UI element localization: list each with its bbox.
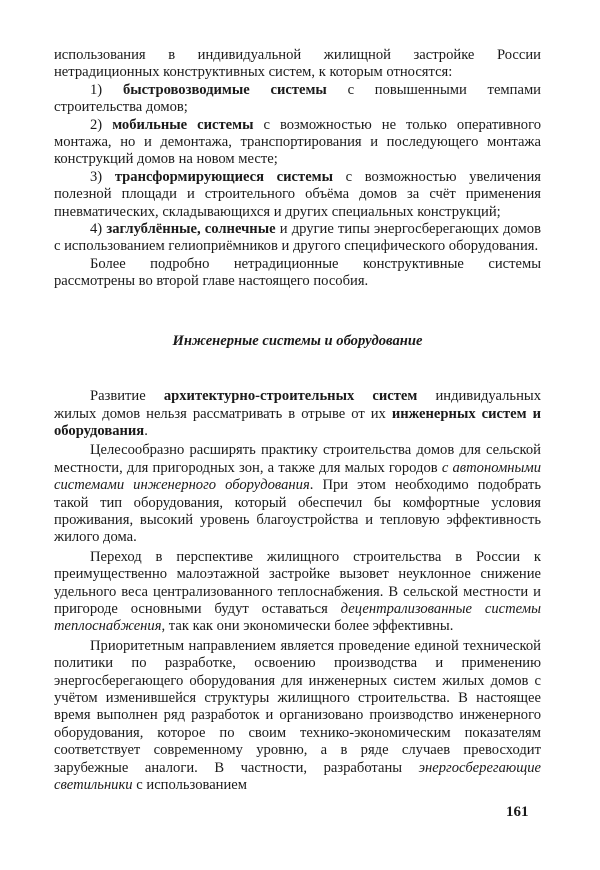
list-term: заглублённые, солнечные bbox=[106, 221, 276, 238]
list-term: мобильные системы bbox=[112, 116, 254, 133]
list-term: трансформирующиеся системы bbox=[114, 168, 334, 185]
closing-paragraph: Более подробно нетрадиционные конструктивные системы рассмотрены во второй главе настоящего пособия. bbox=[54, 255, 541, 290]
list-item: 2) мобильные системы с возможностью не только оперативного монтажа, но и демонтажа, транспортирования и последующего монтажа конструкций домов на новом месте; bbox=[54, 116, 542, 168]
intro-paragraph: использования в индивидуальной жилищной застройке России нетрадиционных конструктивных систем, к которым относятся: bbox=[54, 47, 541, 81]
list-item: 3) трансформирующиеся системы с возможностью увеличения полезной площади и строительного объёма домов за счёт применения пневматических, складывающихся и других специальных конструкций; bbox=[54, 168, 541, 220]
paragraph-1: Развитие архитектурно-строительных систем индивидуальных жилых домов нельзя рассматривать в отрыве от их инженерных систем и оборудования. bbox=[54, 388, 541, 439]
paragraph-4: Приоритетным направлением является проведение единой технической политики по разработке, освоению производства и применению энергосберегающего оборудования для инженерных систем жилых домов с учётом изменившейся структуры жилищного строительства. В настоящее время выполнен ряд разработок и организовано производство инженерного оборудования, которое по своим технико-экономическим показателям соответствует современному уровню, а в ряде случаев превосходит зарубежные аналоги. В частности, разработаны энергосберегающие светильники с использованием bbox=[54, 637, 541, 794]
list-item: 4) заглублённые, солнечные и другие типы энергосберегающих домов с использованием гелиоприёмников и другого специфического оборудования. bbox=[54, 221, 541, 255]
page-number: 161 bbox=[506, 804, 529, 820]
section-heading: Инженерные системы и оборудование bbox=[172, 332, 423, 349]
paragraph-2: Целесообразно расширять практику строительства домов для сельской местности, для пригородных зон, а также для малых городов с автономными системами инженерного оборудования. При этом необходимо подобрать такой тип оборудования, который обеспечил бы комфортные условия проживания, высокий уровень благоустройства и тепловую эффективность жилого дома. bbox=[54, 442, 541, 546]
list-term: быстровозводимые системы bbox=[122, 81, 327, 98]
list-item: 1) быстровозводимые системы с повышенными темпами строительства домов; bbox=[54, 81, 541, 116]
page-body bbox=[54, 47, 541, 794]
paragraph-3: Переход в перспективе жилищного строительства в России к преимущественно малоэтажной застройке вызовет неуклонное снижение удельного веса централизованного теплоснабжения. В сельской местности и пригороде основными будут оставаться децентрализованные системы теплоснабжения, так как они экономически более эффективны. bbox=[54, 548, 541, 635]
